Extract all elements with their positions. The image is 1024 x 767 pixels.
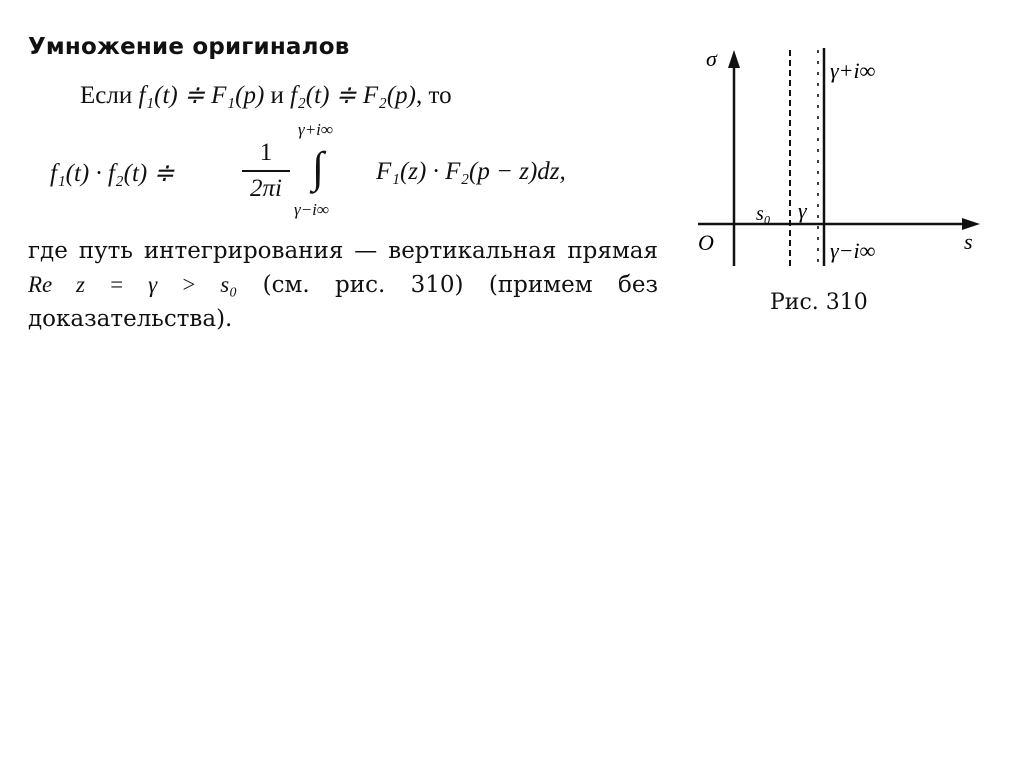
intro-prefix: Если	[80, 82, 139, 109]
intro-suffix: , то	[415, 82, 452, 109]
formula-integrand: F₁(z) · F₂(p − z)dz,	[376, 158, 566, 185]
paragraph-text-1: где путь интегрирования — вертикальная прямая	[28, 238, 658, 264]
s-label: s	[964, 229, 973, 254]
integration-path-paragraph	[28, 234, 658, 336]
integral-sign: ∫	[312, 143, 325, 192]
paragraph-math: Re z = γ > s₀	[28, 272, 238, 297]
gamma-label: γ	[798, 198, 807, 223]
paragraph-text-2: (см. рис. 310) (примем без доказательства).	[28, 272, 658, 332]
sigma-label: σ	[706, 46, 717, 71]
fraction-denominator: 2πi	[250, 175, 282, 202]
fraction-bar	[242, 170, 290, 172]
intro-expr-1: f₁(t) ≑ F₁(p)	[138, 82, 265, 109]
formula-fraction	[242, 138, 290, 204]
top-limit-label: γ+i∞	[830, 58, 876, 83]
formula-lhs: f₁(t) · f₂(t) ≑	[50, 160, 175, 187]
convolution-formula	[50, 120, 650, 228]
integral-upper-limit: γ+i∞	[298, 120, 334, 139]
intro-line	[80, 80, 452, 110]
intro-mid: и	[264, 82, 291, 109]
sigma-axis-arrow	[728, 50, 740, 68]
intro-expr-2: f₂(t) ≑ F₂(p)	[290, 82, 416, 109]
integral-lower-limit: γ−i∞	[294, 200, 330, 219]
bottom-limit-label: γ−i∞	[830, 238, 876, 263]
figure-caption: Рис. 310	[770, 290, 868, 315]
origin-label: O	[698, 230, 714, 255]
s0-label: s₀	[756, 203, 771, 225]
figure-310	[690, 44, 990, 284]
section-heading: Умножение оригиналов	[28, 34, 350, 60]
fraction-numerator: 1	[259, 139, 273, 166]
